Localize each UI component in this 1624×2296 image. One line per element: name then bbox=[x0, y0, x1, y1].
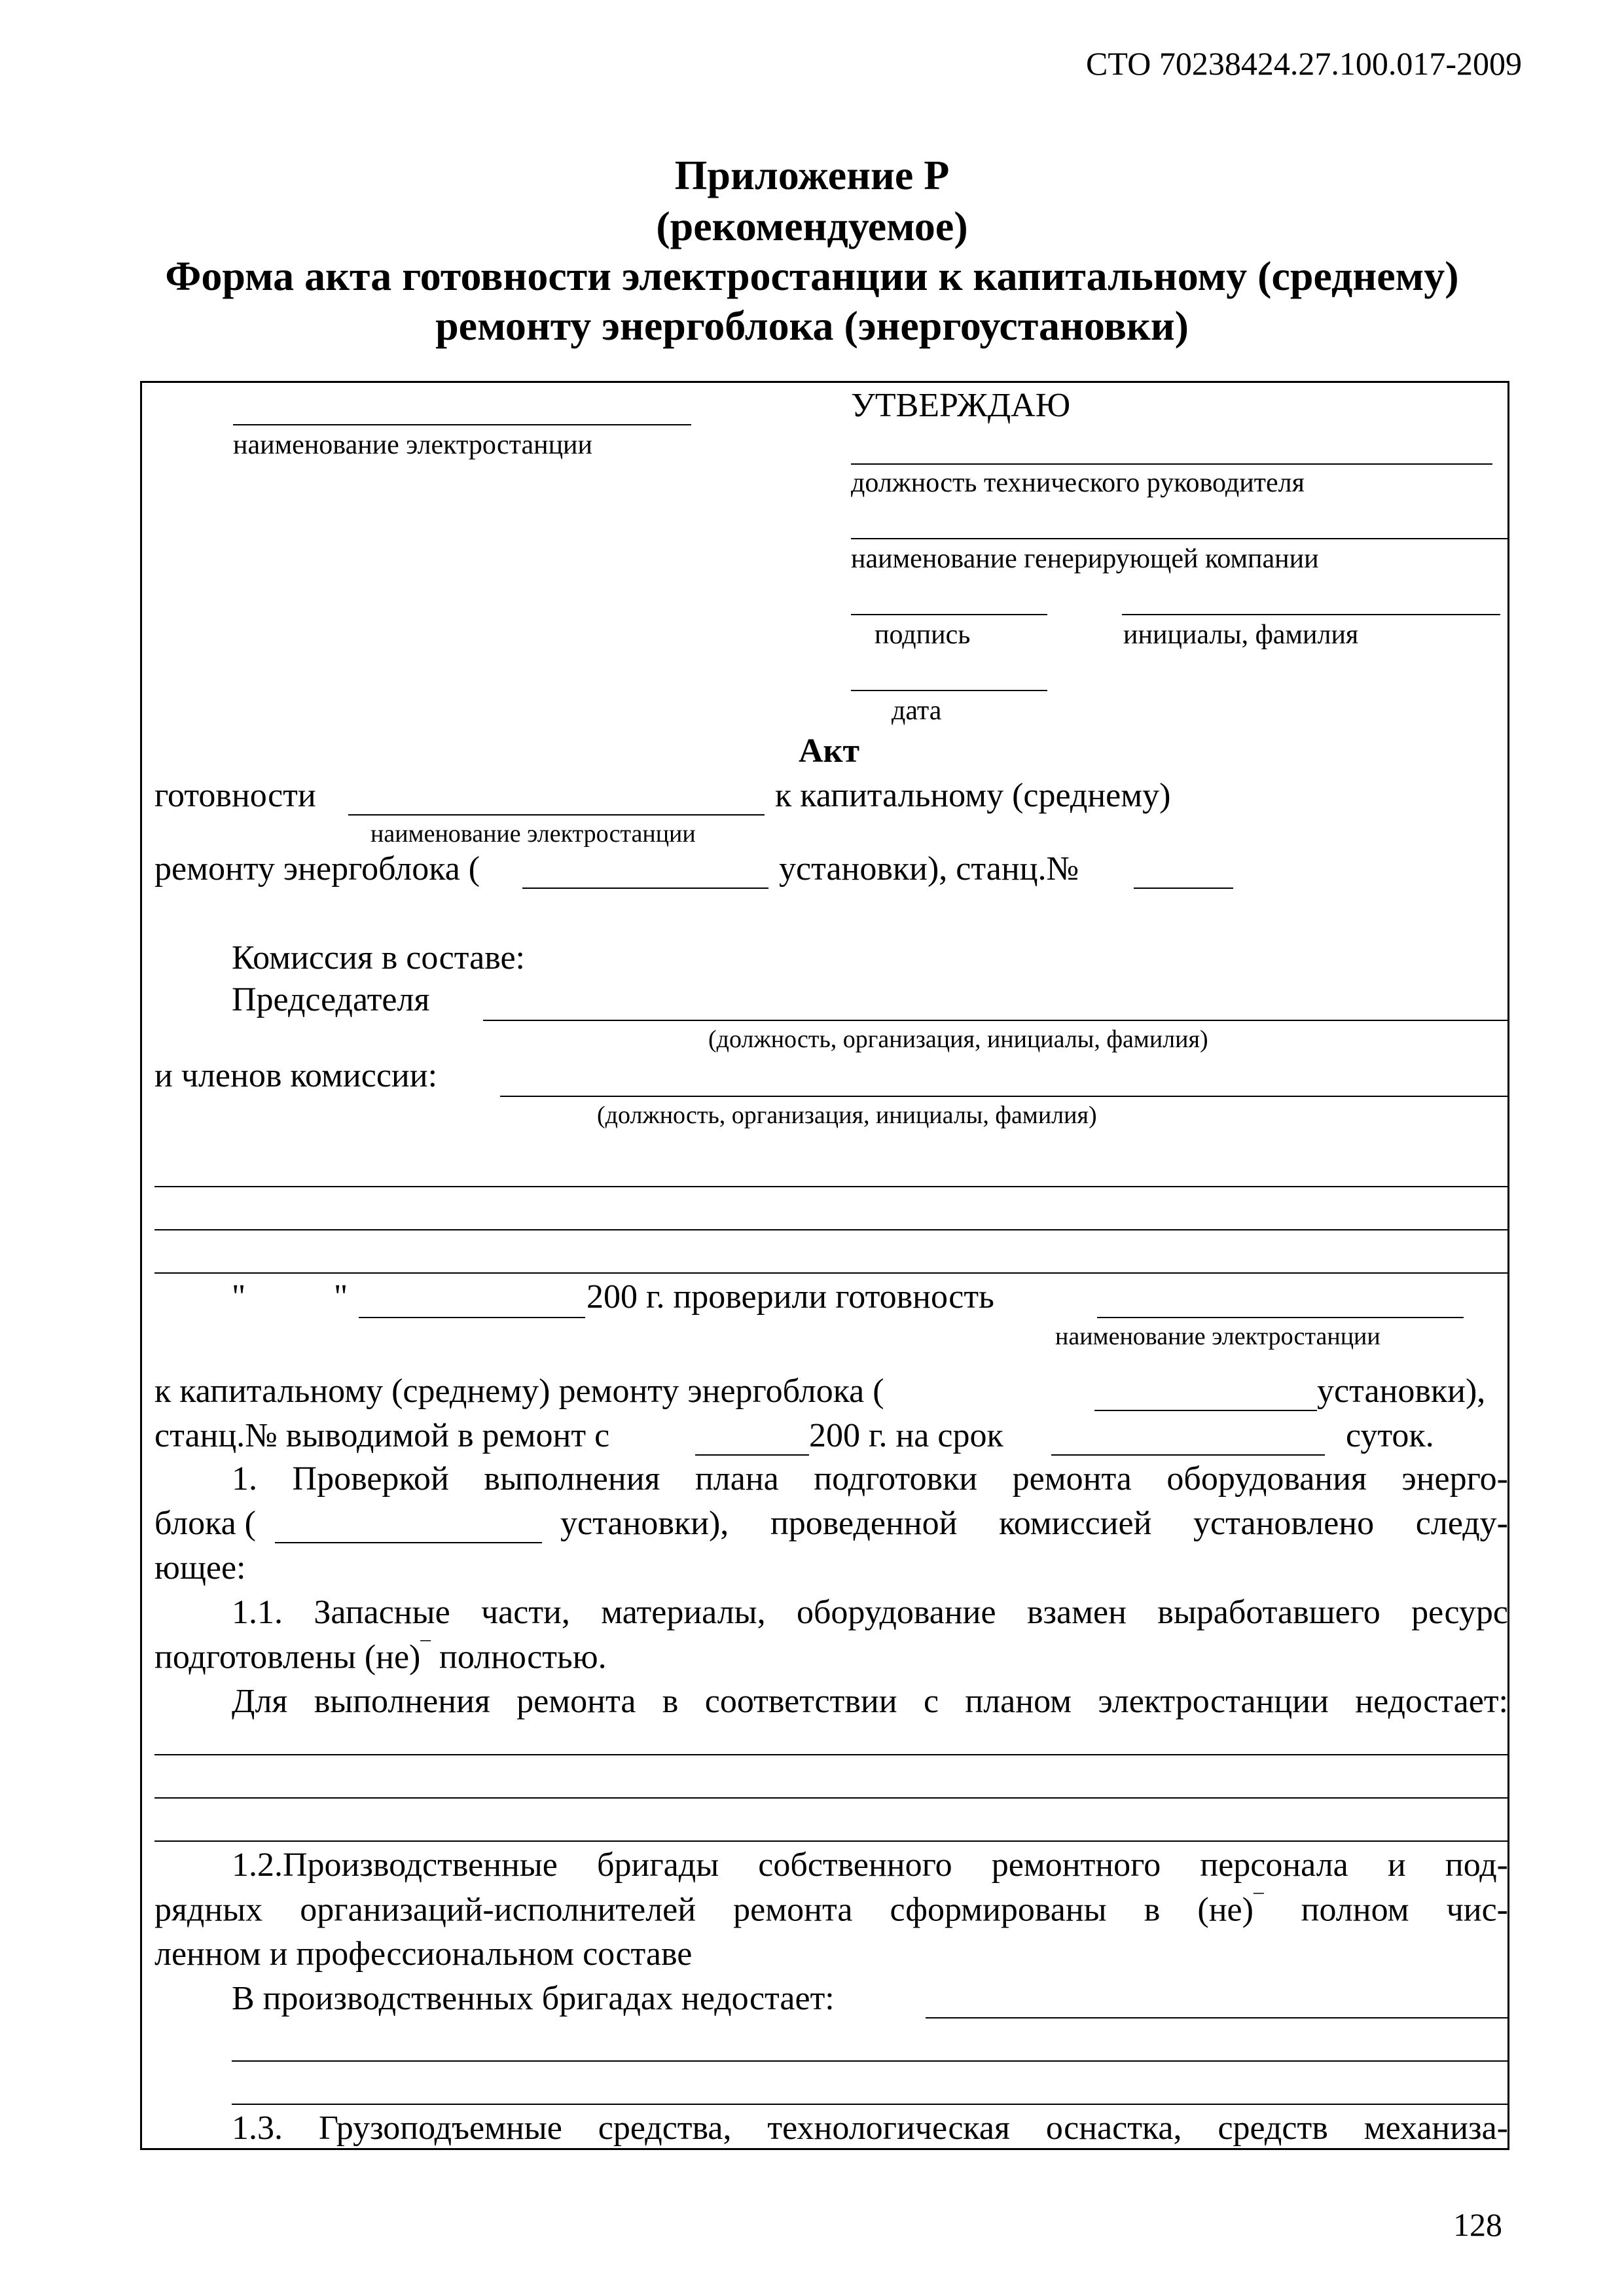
position-field[interactable] bbox=[851, 463, 1492, 465]
body-line2-mid: 200 г. на срок bbox=[809, 1417, 1003, 1454]
members-field-3[interactable] bbox=[154, 1229, 1508, 1230]
shortage-field-1[interactable] bbox=[154, 1754, 1508, 1755]
quote-close: " bbox=[334, 1278, 348, 1316]
act-readiness-label: готовности bbox=[154, 777, 316, 814]
p11-line3: Для выполнения ремонта в соответствии с планом электростанции недостает: bbox=[232, 1683, 1508, 1720]
position-caption: должность технического руководителя bbox=[851, 468, 1305, 498]
p1-unit-field[interactable] bbox=[275, 1542, 542, 1543]
members-field-4[interactable] bbox=[154, 1272, 1508, 1274]
form-title: Форма акта готовности электростанции к капитальному (среднему) bbox=[165, 253, 1459, 299]
act-unit-field[interactable] bbox=[522, 888, 768, 889]
page-number: 128 bbox=[1453, 2206, 1502, 2243]
chairman-label: Председателя bbox=[232, 981, 430, 1018]
signature-field[interactable] bbox=[851, 614, 1047, 615]
members-field[interactable] bbox=[500, 1096, 1508, 1097]
approver-name-field[interactable] bbox=[1122, 614, 1500, 615]
p12-line1: 1.2.Производственные бригады собственного ремонтного персонала и под- bbox=[232, 1846, 1508, 1884]
appendix-status: (рекомендуемое) bbox=[656, 203, 968, 249]
p11-line2: подготовлены (не)¯ полностью. bbox=[154, 1638, 607, 1676]
p13-line1: 1.3. Грузоподъемные средства, технологическая оснастка, средств механиза- bbox=[232, 2109, 1508, 2147]
body-unit-field[interactable] bbox=[1094, 1410, 1317, 1411]
act-unit-label: ремонту энергоблока ( bbox=[154, 850, 480, 888]
station-name-caption: наименование электростанции bbox=[233, 430, 592, 460]
commission-label: Комиссия в составе: bbox=[232, 939, 525, 977]
check-station-field[interactable] bbox=[1097, 1317, 1464, 1318]
p1-line2-suffix: установки), проведенной комиссией установлено следу- bbox=[560, 1505, 1508, 1542]
repair-start-field[interactable] bbox=[695, 1454, 809, 1456]
p12-line4: В производственных бригадах недостает: bbox=[232, 1980, 835, 2017]
p1-line3: ющее: bbox=[154, 1549, 246, 1587]
act-unit-suffix: установки), станц.№ bbox=[779, 850, 1079, 888]
body-line1-suffix: установки), bbox=[1317, 1372, 1486, 1410]
check-station-caption: наименование электростанции bbox=[1055, 1323, 1380, 1350]
document-code: СТО 70238424.27.100.017-2009 bbox=[1086, 45, 1522, 82]
check-date-field[interactable] bbox=[359, 1317, 585, 1318]
body-line1-text: к капитальному (среднему) ремонту энергоблока ( bbox=[154, 1372, 884, 1410]
act-heading: Акт bbox=[799, 732, 860, 770]
brigade-shortage-field-2[interactable] bbox=[232, 2060, 1508, 2062]
p12-line2: рядных организаций-исполнителей ремонта сформированы в (не)¯ полном чис- bbox=[154, 1890, 1508, 1929]
signature-caption: подпись bbox=[875, 620, 971, 650]
company-field[interactable] bbox=[851, 538, 1508, 539]
form-title-continued: ремонту энергоблока (энергоустановки) bbox=[435, 302, 1189, 349]
brigade-shortage-field-1[interactable] bbox=[926, 2017, 1508, 2018]
date-field[interactable] bbox=[851, 690, 1047, 691]
p11-line1: 1.1. Запасные части, материалы, оборудование взамен выработавшего ресурс bbox=[232, 1594, 1508, 1631]
station-name-field[interactable] bbox=[233, 424, 691, 425]
company-caption: наименование генерирующей компании bbox=[851, 544, 1319, 574]
brigade-shortage-field-3[interactable] bbox=[232, 2104, 1508, 2105]
check-year-text: 200 г. проверили готовность bbox=[586, 1278, 994, 1316]
date-caption: дата bbox=[892, 696, 942, 726]
act-station-caption: наименование электростанции bbox=[370, 820, 696, 848]
chairman-field[interactable] bbox=[483, 1020, 1508, 1021]
quote-open: " bbox=[232, 1278, 246, 1316]
body-line2-suffix: суток. bbox=[1346, 1417, 1434, 1454]
members-label: и членов комиссии: bbox=[154, 1057, 438, 1094]
body-line2-text: станц.№ выводимой в ремонт с bbox=[154, 1417, 610, 1454]
appendix-title: Приложение Р bbox=[674, 152, 950, 198]
p1-line1: 1. Проверкой выполнения плана подготовки ремонта оборудования энерго- bbox=[232, 1460, 1508, 1498]
act-station-field[interactable] bbox=[348, 814, 765, 816]
p1-line2-prefix: блока ( bbox=[154, 1505, 256, 1542]
p12-line3: ленном и профессиональном составе bbox=[154, 1935, 693, 1973]
members-caption: (должность, организация, инициалы, фамилия) bbox=[597, 1102, 1097, 1129]
shortage-field-3[interactable] bbox=[154, 1840, 1508, 1842]
repair-duration-field[interactable] bbox=[1051, 1454, 1325, 1456]
approver-name-caption: инициалы, фамилия bbox=[1123, 620, 1359, 650]
act-repair-label: к капитальному (среднему) bbox=[775, 777, 1171, 814]
act-station-number-field[interactable] bbox=[1134, 888, 1233, 889]
shortage-field-2[interactable] bbox=[154, 1797, 1508, 1799]
members-field-2[interactable] bbox=[154, 1186, 1508, 1187]
chairman-caption: (должность, организация, инициалы, фамилия) bbox=[708, 1026, 1208, 1053]
approve-label: УТВЕРЖДАЮ bbox=[851, 387, 1071, 424]
